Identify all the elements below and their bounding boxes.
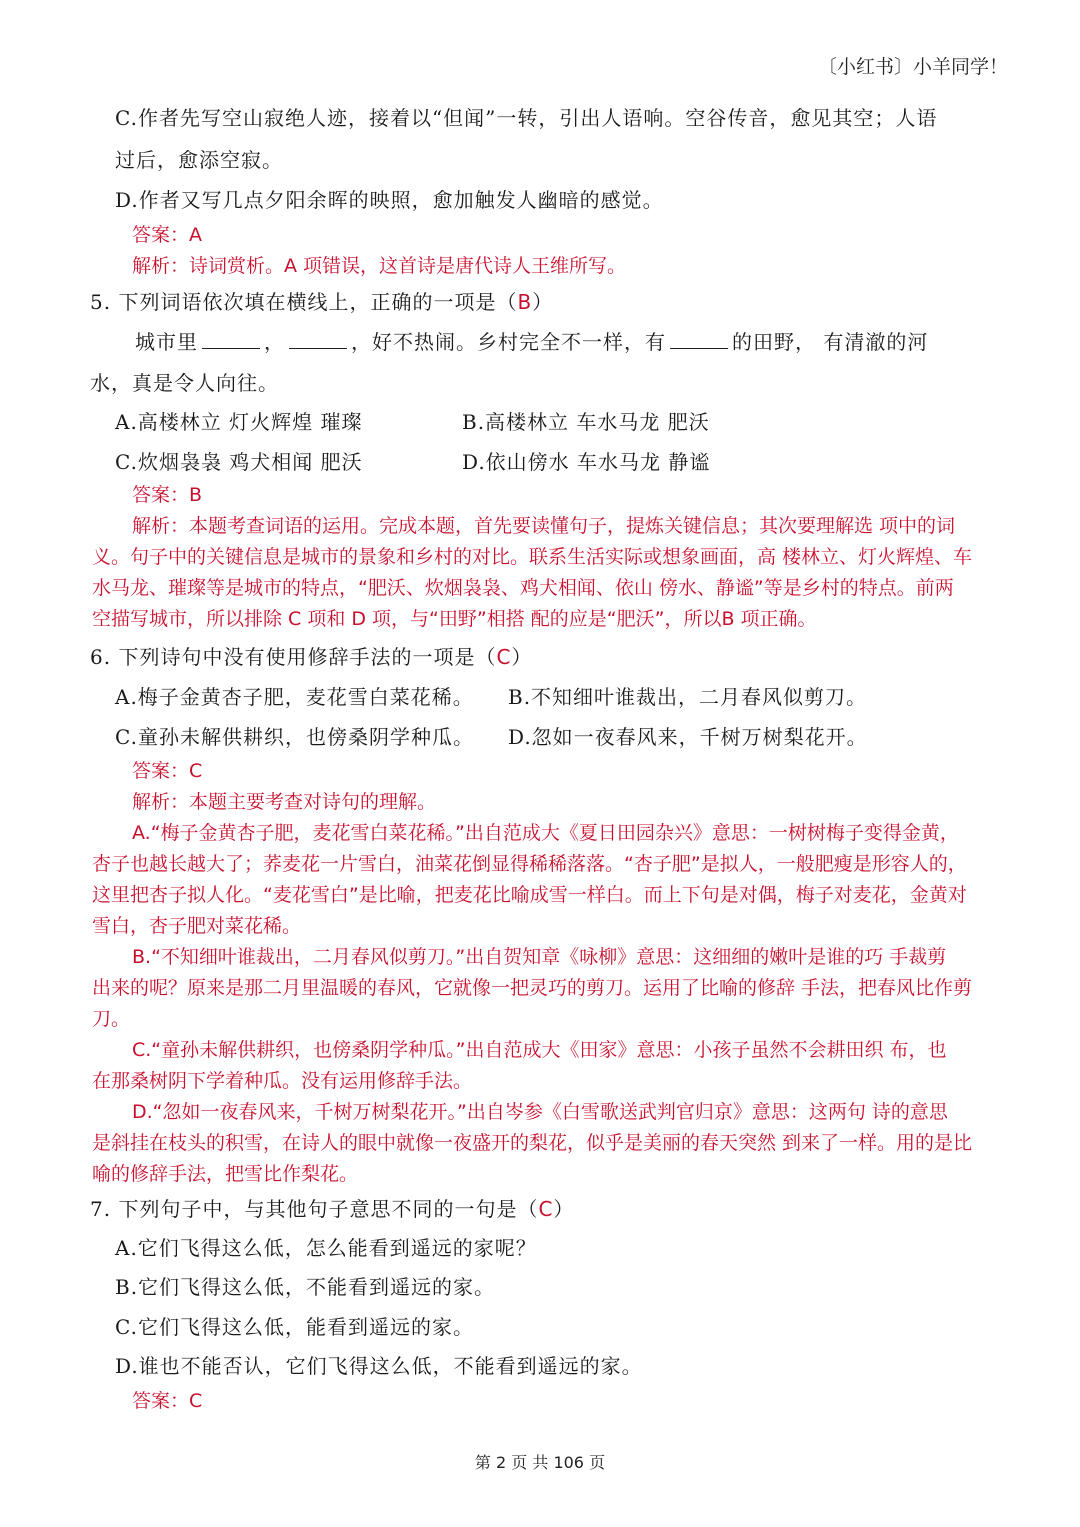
q6-stem [90, 641, 532, 670]
q6-analysis-line: 出来的呢？原来是那二月里温暖的春风，它就像一把灵巧的剪刀。运用了比喻的修辞 手法，把春风比作剪 [92, 977, 973, 999]
q5-passage-a: 城市里 [135, 330, 198, 354]
q6-option-b: B.不知细叶谁裁出，二月春风似剪刀。 [508, 685, 868, 709]
q6-option-a: A.梅子金黄杏子肥，麦花雪白菜花稀。 [115, 685, 474, 709]
q5-stem-close: ） [532, 290, 554, 314]
q5-option-a: A.高楼林立 灯火辉煌 璀璨 [115, 410, 363, 434]
q5-analysis-line: 空描写城市，所以排除 C 项和 D 项，与“田野”相搭 配的应是“肥沃”，所以B 项正确。 [92, 608, 817, 630]
q5-option-c: C.炊烟袅袅 鸡犬相闻 肥沃 [115, 450, 363, 474]
q7-stem-close: ） [553, 1197, 575, 1221]
q6-stem-close: ） [511, 645, 533, 669]
blank-3 [670, 330, 728, 349]
q7-stem-text: 7. 下列句子中，与其他句子意思不同的一句是（ [90, 1197, 539, 1221]
q6-analysis-line: 在那桑树阴下学着种瓜。没有运用修辞手法。 [92, 1070, 473, 1092]
q4-option-d: D.作者又写几点夕阳余晖的映照，愈加触发人幽暗的感觉。 [115, 188, 664, 212]
q5-passage-line1 [135, 326, 928, 355]
q6-analysis-line: 这里把杏子拟人化。“麦花雪白”是比喻，把麦花比喻成雪一样白。而上下句是对偶，梅子对麦花，金黄对 [92, 884, 967, 906]
q6-analysis-line: B.“不知细叶谁裁出，二月春风似剪刀。”出自贺知章《咏柳》意思：这细细的嫩叶是谁的巧 手裁剪 [132, 946, 947, 968]
q7-option-b: B.它们飞得这么低，不能看到遥远的家。 [115, 1275, 496, 1299]
q5-passage-c: ，好不热闹。乡村完全不一样，有 [351, 330, 666, 354]
page-footer: 第 2 页 共 106 页 [474, 1453, 606, 1472]
q6-analysis-line: 喻的修辞手法，把雪比作梨花。 [92, 1163, 359, 1185]
q5-stem [90, 286, 553, 315]
q5-analysis-line: 解析：本题考查词语的运用。完成本题，首先要读懂句子，提炼关键信息；其次要理解选 项中的词 [132, 515, 956, 537]
q6-analysis-line: 雪白，杏子肥对菜花稀。 [92, 915, 302, 937]
q7-option-c: C.它们飞得这么低，能看到遥远的家。 [115, 1315, 474, 1339]
q7-answer: 答案：C [132, 1390, 203, 1412]
q6-analysis-line: C.“童孙未解供耕织，也傍桑阴学种瓜。”出自范成大《田家》意思：小孩子虽然不会耕田织 布，也 [132, 1039, 947, 1061]
q4-analysis: 解析：诗词赏析。A 项错误，这首诗是唐代诗人王维所写。 [132, 255, 627, 277]
q7-option-d: D.谁也不能否认，它们飞得这么低，不能看到遥远的家。 [115, 1354, 643, 1378]
q7-option-a: A.它们飞得这么低，怎么能看到遥远的家呢？ [115, 1236, 537, 1260]
q6-analysis-line: 杏子也越长越大了；荞麦花一片雪白，油菜花倒显得稀稀落落。“杏子肥”是拟人，一般肥瘦是形容人的， [92, 853, 967, 875]
q6-analysis-line: 刀。 [92, 1008, 131, 1030]
q5-answer-letter: B [517, 290, 533, 314]
q4-answer: 答案：A [132, 224, 202, 246]
q7-stem [90, 1193, 574, 1222]
q6-analysis-line: 是斜挂在枝头的积雪，在诗人的眼中就像一夜盛开的梨花，似乎是美丽的春天突然 到来了一样。用的是比 [92, 1132, 973, 1154]
q5-stem-text: 5. 下列词语依次填在横线上，正确的一项是（ [90, 290, 518, 314]
q6-analysis-line: A.“梅子金黄杏子肥，麦花雪白菜花稀。”出自范成大《夏日田园杂兴》意思：一树树梅子变得金黄， [132, 822, 959, 844]
q5-passage-d: 的田野， 有清澈的河 [732, 330, 929, 354]
q6-analysis-line: D.“忽如一夜春风来，千树万树梨花开。”出自岑参《白雪歌送武判官归京》意思：这两句 诗的意思 [132, 1101, 948, 1123]
q5-passage-line2: 水，真是令人向往。 [90, 371, 279, 395]
blank-1 [202, 330, 260, 349]
q6-stem-text: 6. 下列诗句中没有使用修辞手法的一项是（ [90, 645, 497, 669]
q6-option-d: D.忽如一夜春风来，千树万树梨花开。 [508, 725, 868, 749]
q5-analysis-line: 水马龙、璀璨等是城市的特点，“肥沃、炊烟袅袅、鸡犬相闻、依山 傍水、静谧”等是乡村的特点。前两 [92, 577, 954, 599]
blank-2 [289, 330, 347, 349]
q5-analysis-line: 义。句子中的关键信息是城市的景象和乡村的对比。联系生活实际或想象画面，高 楼林立、灯火辉煌、车 [92, 546, 973, 568]
q5-option-d: D.依山傍水 车水马龙 静谧 [462, 450, 711, 474]
q6-option-c: C.童孙未解供耕织，也傍桑阴学种瓜。 [115, 725, 474, 749]
q7-answer-letter: C [538, 1197, 554, 1221]
q5-passage-b: ， [264, 330, 285, 354]
q5-answer: 答案：B [132, 484, 203, 506]
watermark: 〔小红书〕小羊同学！ [817, 56, 1008, 78]
q5-option-b: B.高楼林立 车水马龙 肥沃 [462, 410, 710, 434]
q6-answer-letter: C [496, 645, 512, 669]
q4-option-c-line1: C.作者先写空山寂绝人迹，接着以“但闻”一转，引出人语响。空谷传音，愈见其空；人语 [115, 106, 938, 130]
q4-option-c-line2: 过后，愈添空寂。 [115, 148, 283, 172]
q6-answer: 答案：C [132, 760, 203, 782]
q6-analysis-intro: 解析：本题主要考查对诗句的理解。 [132, 791, 437, 813]
